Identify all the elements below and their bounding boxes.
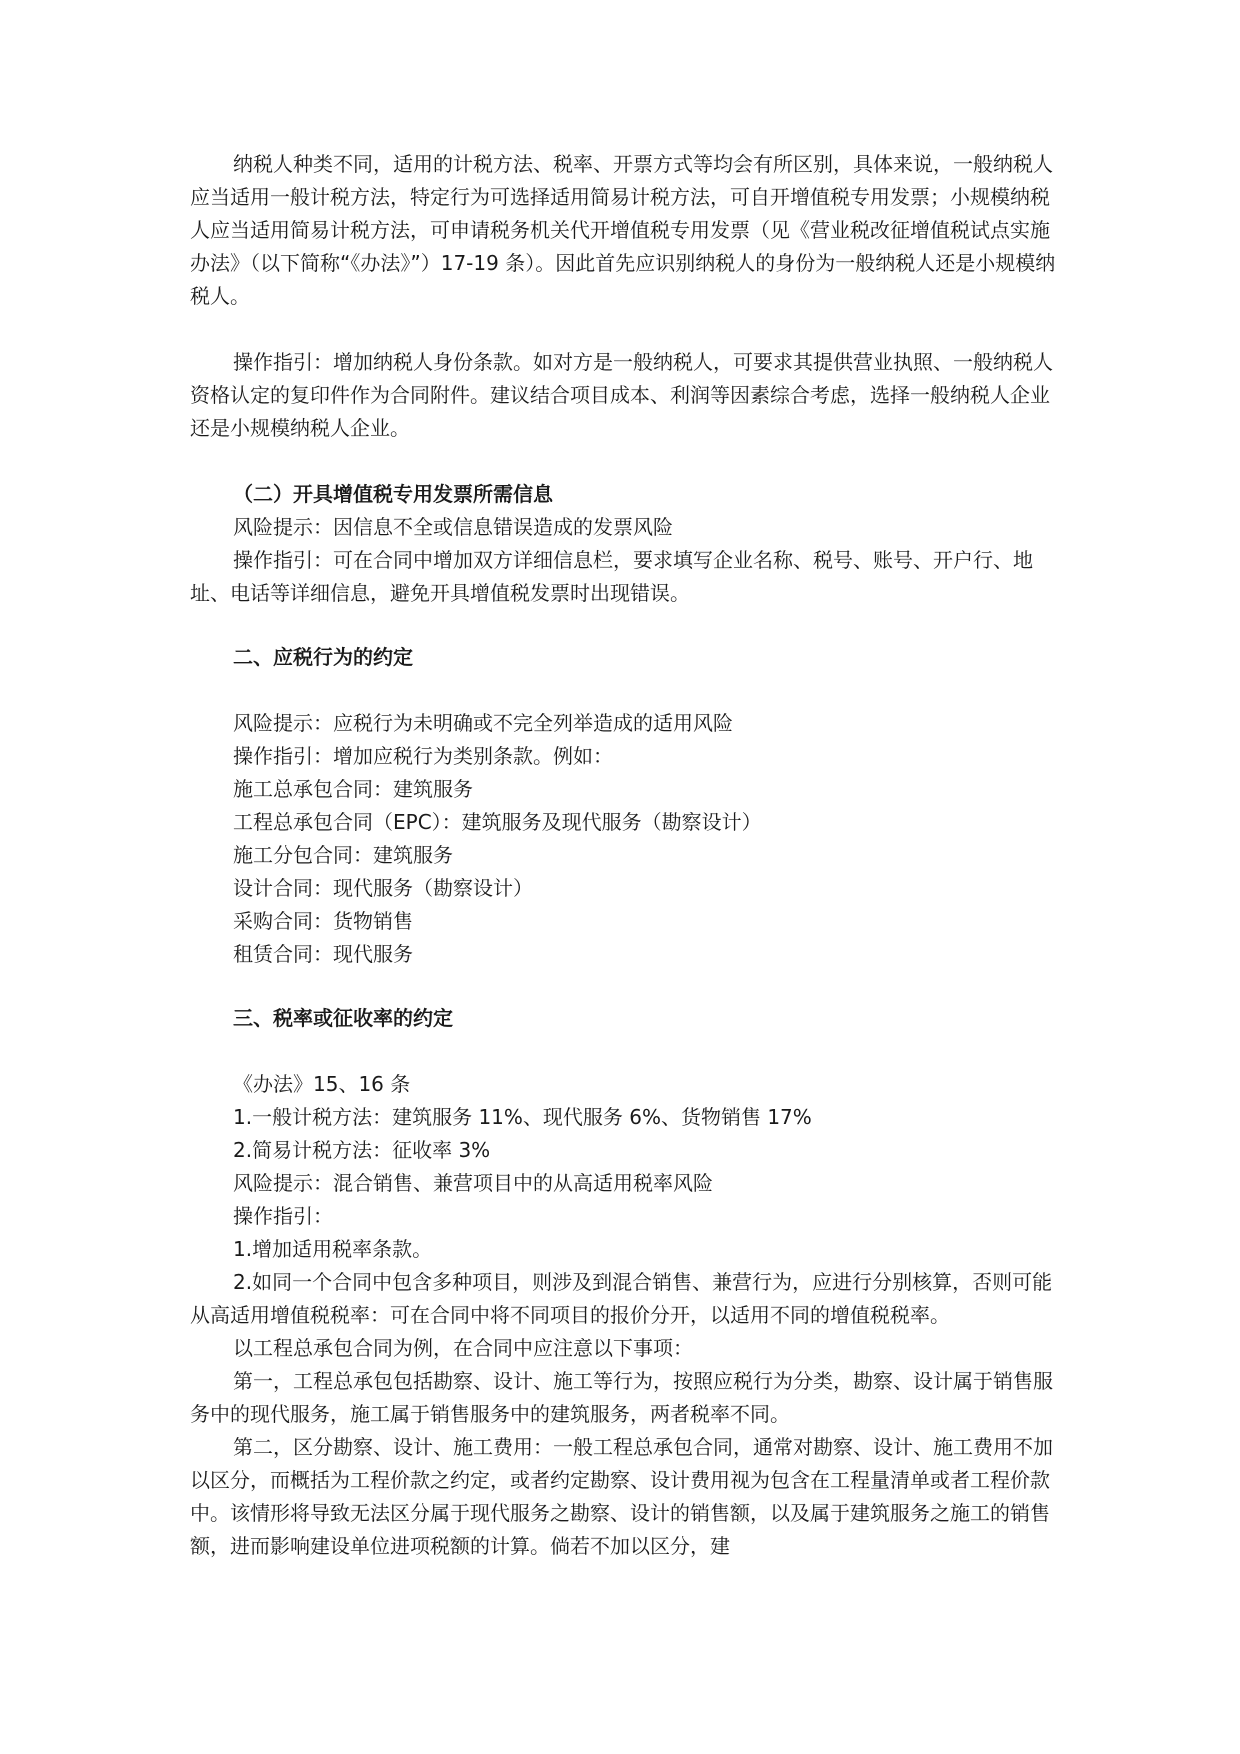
section-heading-tax-rates: 三、税率或征收率的约定 xyxy=(233,1006,453,1030)
list-item: 工程总承包合同（EPC）：建筑服务及现代服务（勘察设计） xyxy=(233,810,762,834)
rate-general-method: 1.一般计税方法：建筑服务 11%、现代服务 6%、货物销售 17% xyxy=(233,1105,812,1129)
invoice-guide: 操作指引：可在合同中增加双方详细信息栏，要求填写企业名称、税号、账号、开户行、地址、电话等详细信息，避免开具增值税发票时出现错误。 xyxy=(190,548,1033,605)
section-heading-taxable-acts: 二、应税行为的约定 xyxy=(233,645,413,669)
rates-reference: 《办法》15、16 条 xyxy=(233,1072,411,1096)
rate-simplified-method: 2.简易计税方法：征收率 3% xyxy=(233,1138,491,1162)
epc-example-intro: 以工程总承包合同为例，在合同中应注意以下事项： xyxy=(233,1336,693,1360)
list-item: 施工总承包合同：建筑服务 xyxy=(233,777,473,801)
epc-point-first: 第一，工程总承包包括勘察、设计、施工等行为，按照应税行为分类，勘察、设计属于销售服务中的现代服务，施工属于销售服务中的建筑服务，两者税率不同。 xyxy=(190,1369,1053,1426)
list-item: 设计合同：现代服务（勘察设计） xyxy=(233,876,533,900)
list-item: 施工分包合同：建筑服务 xyxy=(233,843,453,867)
rates-guide-label: 操作指引： xyxy=(233,1204,333,1228)
document-page xyxy=(190,148,1060,1563)
rates-risk-note: 风险提示：混合销售、兼营项目中的从高适用税率风险 xyxy=(233,1171,713,1195)
invoice-risk-note: 风险提示：因信息不全或信息错误造成的发票风险 xyxy=(233,515,673,539)
taxable-guide: 操作指引：增加应税行为类别条款。例如： xyxy=(233,744,613,768)
paragraph-taxpayer-guide: 操作指引：增加纳税人身份条款。如对方是一般纳税人，可要求其提供营业执照、一般纳税人资格认定的复印件作为合同附件。建议结合项目成本、利润等因素综合考虑，选择一般纳税人企业还是小规模纳税人企业。 xyxy=(190,350,1053,440)
rates-guide-item-2: 2.如同一个合同中包含多种项目，则涉及到混合销售、兼营行为，应进行分别核算，否则可能从高适用增值税税率：可在合同中将不同项目的报价分开，以适用不同的增值税税率。 xyxy=(190,1270,1053,1327)
rates-guide-item-1: 1.增加适用税率条款。 xyxy=(233,1237,433,1261)
taxable-risk-note: 风险提示：应税行为未明确或不完全列举造成的适用风险 xyxy=(233,711,733,735)
paragraph-taxpayer-types: 纳税人种类不同，适用的计税方法、税率、开票方式等均会有所区别，具体来说，一般纳税人应当适用一般计税方法，特定行为可选择适用简易计税方法，可自开增值税专用发票；小规模纳税人应当适用简易计税方法，可申请税务机关代开增值税专用发票（见《营业税改征增值税试点实施办法》（以下简称“《办法》”）17-19 条）。因此首先应识别纳税人的身份为一般纳税人还是小规模纳税人。 xyxy=(190,152,1056,308)
list-item: 采购合同：货物销售 xyxy=(233,909,413,933)
epc-point-second: 第二，区分勘察、设计、施工费用：一般工程总承包合同，通常对勘察、设计、施工费用不加以区分，而概括为工程价款之约定，或者约定勘察、设计费用视为包含在工程量清单或者工程价款中。该情形将导致无法区分属于现代服务之勘察、设计的销售额，以及属于建筑服务之施工的销售额，进而影响建设单位进项税额的计算。倘若不加以区分，建 xyxy=(190,1435,1053,1558)
section-heading-invoice-info: （二）开具增值税专用发票所需信息 xyxy=(233,482,553,506)
list-item: 租赁合同：现代服务 xyxy=(233,942,413,966)
